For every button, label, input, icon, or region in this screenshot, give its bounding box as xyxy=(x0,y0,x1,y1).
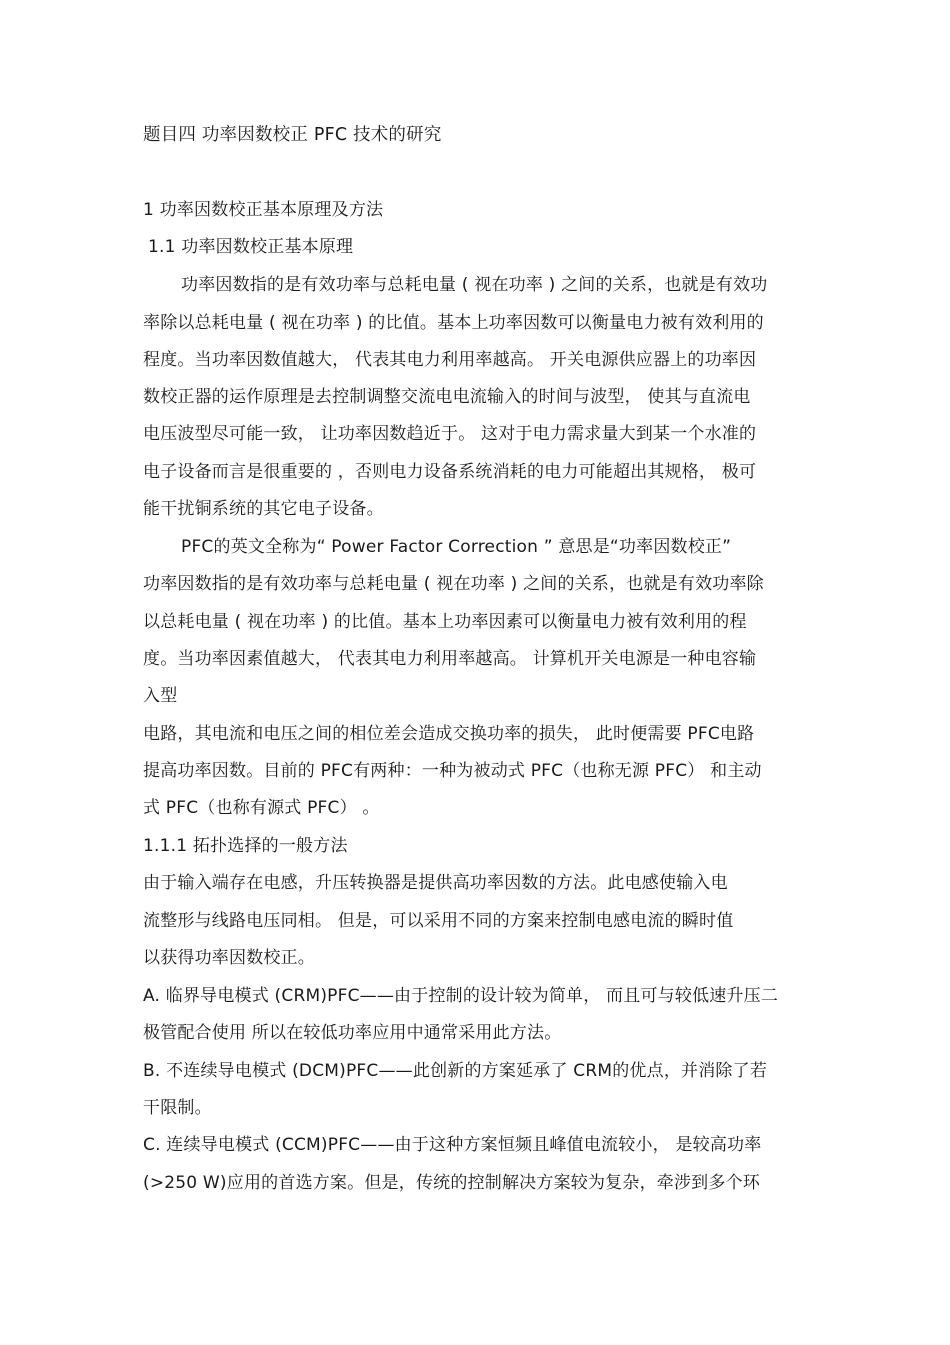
list-item-a-cont: 极管配合使用 所以在较低功率应用中通常采用此方法。 xyxy=(143,1023,562,1043)
paragraph-line: PFC的英文全称为“ Power Factor Correction ” 意思是“功率因数校正” xyxy=(181,537,732,557)
paragraph-line: 入型 xyxy=(143,686,178,706)
paragraph-line: 提高功率因数。目前的 PFC有两种：一种为被动式 PFC（也称无源 PFC） 和主动 xyxy=(143,761,762,781)
paragraph-line: 式 PFC（也称有源式 PFC） 。 xyxy=(143,798,380,818)
list-item-c: C. 连续导电模式 (CCM)PFC——由于这种方案恒频且峰值电流较小， 是较高功率 xyxy=(143,1135,762,1155)
section-heading-1-1: 1.1 功率因数校正基本原理 xyxy=(148,237,354,257)
paragraph-line: 电压波型尽可能一致， 让功率因数趋近于。 这对于电力需求量大到某一个水准的 xyxy=(143,424,757,444)
paragraph-line: 电路，其电流和电压之间的相位差会造成交换功率的损失， 此时便需要 PFC电路 xyxy=(143,724,755,744)
paragraph-line: 流整形与线路电压同相。 但是，可以采用不同的方案来控制电感电流的瞬时值 xyxy=(143,911,734,931)
paragraph-line: 率除以总耗电量 ( 视在功率 ) 的比值。基本上功率因数可以衡量电力被有效利用的 xyxy=(143,313,764,333)
list-item-b-cont: 干限制。 xyxy=(143,1098,212,1118)
doc-title: 题目四 功率因数校正 PFC 技术的研究 xyxy=(143,125,442,145)
paragraph-line: 以总耗电量 ( 视在功率 ) 的比值。基本上功率因素可以衡量电力被有效利用的程 xyxy=(143,612,747,632)
paragraph-line: 功率因数指的是有效功率与总耗电量 ( 视在功率 ) 之间的关系，也就是有效功率除 xyxy=(143,574,764,594)
list-item-b: B. 不连续导电模式 (DCM)PFC——此创新的方案延承了 CRM的优点，并消除了若 xyxy=(143,1061,768,1081)
paragraph-line: 电子设备而言是很重要的 ，否则电力设备系统消耗的电力可能超出其规格， 极可 xyxy=(143,462,757,482)
paragraph-line: 程度。当功率因数值越大， 代表其电力利用率越高。 开关电源供应器上的功率因 xyxy=(143,350,757,370)
paragraph-line: 度。当功率因素值越大， 代表其电力利用率越高。 计算机开关电源是一种电容输 xyxy=(143,649,757,669)
paragraph-line: 功率因数指的是有效功率与总耗电量 ( 视在功率 ) 之间的关系，也就是有效功 xyxy=(181,275,768,295)
list-item-a: A. 临界导电模式 (CRM)PFC——由于控制的设计较为简单， 而且可与较低速升压二 xyxy=(143,986,779,1006)
list-item-c-cont: (>250 W)应用的首选方案。但是，传统的控制解决方案较为复杂，牵涉到多个环 xyxy=(143,1173,760,1193)
paragraph-line: 以获得功率因数校正。 xyxy=(143,948,315,968)
paragraph-line: 由于输入端存在电感，升压转换器是提供高功率因数的方法。此电感使输入电 xyxy=(143,873,728,893)
paragraph-line: 数校正器的运作原理是去控制调整交流电电流输入的时间与波型， 使其与直流电 xyxy=(143,387,751,407)
section-heading-1-1-1: 1.1.1 拓扑选择的一般方法 xyxy=(143,836,348,856)
paragraph-line: 能干扰铜系统的其它电子设备。 xyxy=(143,499,384,519)
section-heading-1: 1 功率因数校正基本原理及方法 xyxy=(143,200,384,220)
